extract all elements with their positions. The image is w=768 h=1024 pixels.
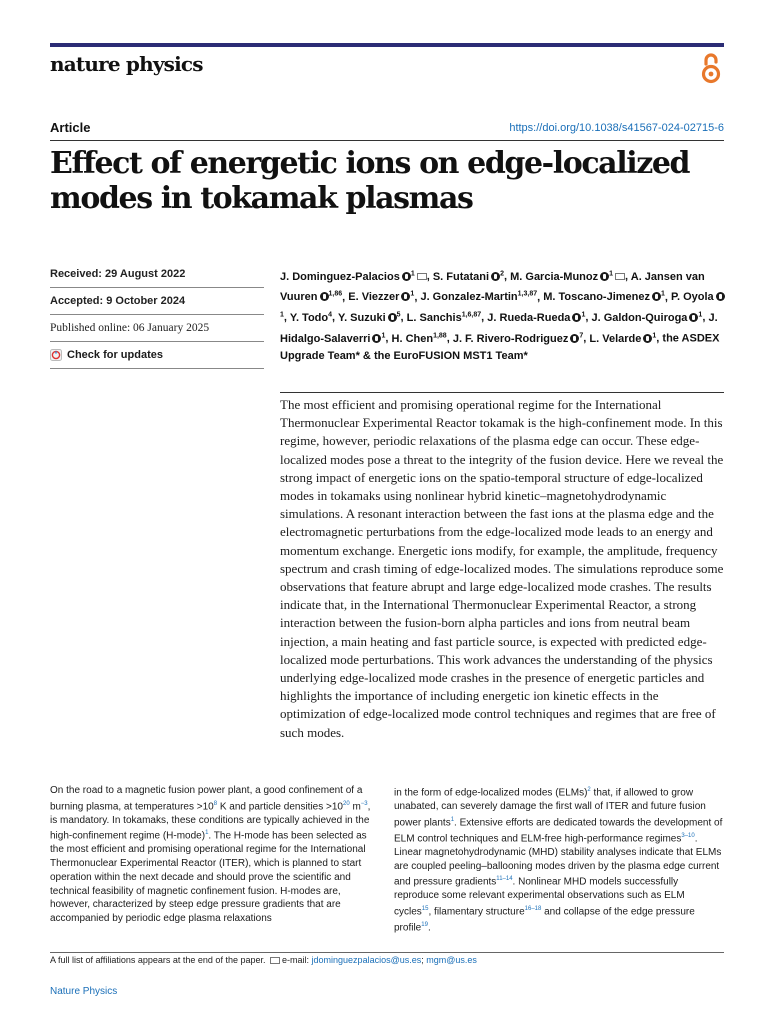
orcid-icon[interactable] xyxy=(716,292,725,301)
affiliation-number: 2 xyxy=(500,270,504,277)
check-updates-label: Check for updates xyxy=(67,349,163,361)
abstract: The most efficient and promising operational regime for the International Thermonuclear Experimental Reactor tokamak is the high-confinement mode. In this regime, however, periodic relaxations of the plasma edge can occur. These edge-localized modes pose a threat to the integrity of the fusion device. Here we reveal the strong impact of energetic ions on the spatio-temporal structure of edge-localized modes in tokamaks using nonlinear hybrid kinetic–magnetohydrodynamic simulations. A resonant interaction between the fast ions at the plasma edge and the electromagnetic perturbations from the edge-localized mode leads to an energy and momentum exchange. Energetic ions modify, for example, the amplitude, frequency spectrum and crash timing of edge-localized modes. The simulations reproduce some observations that feature abrupt and large edge-localized mode crashes. The results indicate that, in the International Thermonuclear Experimental Reactor, a strong interaction between the fusion-born alpha particles and ions from neutral beam injection, a main heating and fast particle source, is expected with predicted edge-localized mode perturbations. This work advances the understanding of the physics underlying edge-localized mode crashes in the presence of energetic particles and highlights the importance of including energetic ion kinetic effects in the optimization of edge-localized mode control techniques and regimes that are free of such modes. xyxy=(280,397,724,740)
open-access-icon[interactable] xyxy=(698,51,724,85)
author[interactable] xyxy=(420,291,537,303)
affiliation-number: 1 xyxy=(609,270,614,277)
orcid-icon[interactable] xyxy=(401,292,410,301)
author[interactable] xyxy=(487,312,585,324)
published-date: Published online: 06 January 2025 xyxy=(50,315,264,342)
orcid-icon[interactable] xyxy=(491,272,500,281)
author-name: Y. Suzuki xyxy=(337,311,386,324)
orcid-icon[interactable] xyxy=(372,334,381,343)
header-divider xyxy=(50,140,724,141)
orcid-icon[interactable] xyxy=(689,313,698,322)
abstract-divider xyxy=(280,392,724,393)
body-text: m xyxy=(349,801,361,813)
body-column-right xyxy=(394,784,724,935)
citation-ref[interactable]: 8 xyxy=(213,800,218,807)
orcid-icon[interactable] xyxy=(570,334,579,343)
author[interactable] xyxy=(280,271,427,283)
author-name: L. Velarde xyxy=(589,332,642,345)
email-icon[interactable] xyxy=(417,273,427,280)
author-name: A. Jansen van Vuuren xyxy=(280,270,705,304)
author-name: E. Viezzer xyxy=(348,291,400,304)
orcid-icon[interactable] xyxy=(388,313,397,322)
citation-ref[interactable]: 20 xyxy=(342,800,350,807)
affiliation-number: 1,86 xyxy=(328,290,343,298)
author-name: J. Rueda-Rueda xyxy=(487,311,571,324)
body-text: . Nonlinear MHD models successfully reproduce some relevant experimental observations such as ELM cycles xyxy=(394,876,685,918)
body-column-left xyxy=(50,784,380,926)
author-name: M. Toscano-Jimenez xyxy=(543,291,650,304)
author-name: H. Chen xyxy=(391,332,434,345)
author-name: J. Dominguez-Palacios xyxy=(280,270,400,283)
author[interactable] xyxy=(510,271,625,283)
article-type: Article xyxy=(50,120,91,135)
journal-name[interactable]: nature physics xyxy=(50,52,203,76)
check-for-updates-button[interactable] xyxy=(50,342,264,369)
author[interactable] xyxy=(338,312,401,324)
body-text: and collapse of the edge pressure profile xyxy=(394,906,695,934)
email-icon[interactable] xyxy=(615,273,625,280)
author[interactable] xyxy=(392,333,447,345)
body-text: . xyxy=(427,922,431,934)
email-link[interactable]: jdominguezpalacios@us.es xyxy=(311,955,422,965)
affiliation-number: 4 xyxy=(328,311,333,319)
author[interactable] xyxy=(589,333,656,345)
citation-ref[interactable]: 11–14 xyxy=(496,876,513,883)
orcid-icon[interactable] xyxy=(572,313,581,322)
citation-ref[interactable]: 1 xyxy=(450,816,455,823)
author-name: S. Futatani xyxy=(432,270,490,283)
orcid-icon[interactable] xyxy=(643,334,652,343)
orcid-icon[interactable] xyxy=(320,292,329,301)
author-name: M. Garcia-Munoz xyxy=(510,270,599,283)
affiliations-note: A full list of affiliations appears at the end of the paper. xyxy=(50,955,266,965)
affiliation-number: 1,3,87 xyxy=(517,290,538,298)
body-text: that, if allowed to grow unabated, can severely damage the first wall of ITER and future fusion power plants xyxy=(394,787,706,829)
check-updates-icon xyxy=(50,349,62,361)
citation-ref[interactable]: 2 xyxy=(587,787,591,793)
email-icon xyxy=(270,957,280,964)
author[interactable] xyxy=(433,271,504,283)
body-text: , is mandatory. In tokamaks, these conditions are typically achieved in the high-confinement regime (H-mode) xyxy=(50,801,371,842)
received-date: Received: 29 August 2022 xyxy=(50,261,264,288)
author[interactable] xyxy=(543,291,665,303)
citation-ref[interactable]: 15 xyxy=(421,905,429,912)
affiliation-number: 1 xyxy=(381,331,386,339)
affiliation-number: 1 xyxy=(410,290,415,298)
footnote-divider xyxy=(50,952,724,953)
author[interactable] xyxy=(453,333,583,345)
affiliation-number: 1 xyxy=(280,311,284,319)
affiliation-number: 1 xyxy=(581,311,586,319)
body-text: in the form of edge-localized modes (ELMs) xyxy=(394,787,588,799)
author-name: P. Oyola xyxy=(671,291,714,304)
affiliation-number: 1 xyxy=(698,311,703,319)
author-name: L. Sanchis xyxy=(406,311,462,324)
publication-dates xyxy=(50,261,264,369)
author-name: J. Hidalgo-Salaverri xyxy=(280,311,718,345)
affiliation-number: 5 xyxy=(396,311,401,319)
affiliation-number: 7 xyxy=(579,331,584,339)
email-label: e-mail: xyxy=(282,955,310,965)
body-text: . Extensive efforts are dedicated towards the development of ELM control techniques and ELM-free high-performance regimes xyxy=(394,817,723,845)
affiliation-number: 1,6,87 xyxy=(461,311,482,319)
affiliation-number: 1 xyxy=(410,270,415,277)
citation-ref[interactable]: −3 xyxy=(360,800,368,807)
orcid-icon[interactable] xyxy=(402,272,411,281)
doi-link[interactable]: https://doi.org/10.1038/s41567-024-02715-6 xyxy=(509,122,724,134)
affiliation-number: 1 xyxy=(652,331,657,339)
author-name: J. F. Rivero-Rodriguez xyxy=(452,332,569,345)
header-accent-bar xyxy=(50,43,724,47)
author-name: the ASDEX Upgrade Team* & xyxy=(280,332,720,362)
article-title: Effect of energetic ions on edge-localized modes in tokamak plasmas xyxy=(50,146,690,216)
affiliation-number: 1,88 xyxy=(433,331,447,339)
author[interactable] xyxy=(407,312,482,324)
orcid-icon[interactable] xyxy=(652,292,661,301)
footer-journal-name[interactable]: Nature Physics xyxy=(50,986,118,997)
accepted-date: Accepted: 9 October 2024 xyxy=(50,288,264,315)
author[interactable] xyxy=(290,312,332,324)
citation-ref[interactable]: 16–18 xyxy=(524,905,542,912)
body-text: . Linear magnetohydrodynamic (MHD) stability analyses indicate that ELMs are coupled peeling–ballooning modes driven by the plasma edge current and pressure gradients xyxy=(394,833,722,888)
author-list: J. Dominguez-Palacios $^1$ , S. Futatani $^2$, M. Garcia-Munoz $^1$ , A. Jansen van Vuuren $^{1,86}$, E. Viezzer $^1$, J. Gonzalez-Martin$^{1,3,87}$, M. Toscano-Jimenez $^1$, P. Oyola$^1$, Y. Todo$^4$, Y. Suzuki $^5$, L. Sanchis$^{1,6,87}$, J. Rueda-Rueda $^1$, J. Galdon-Quiroga $^1$, J. Hidalgo-Salaverri $^1$, H. Chen$^{1,88}$, J. F. Rivero-Rodriguez $^7$, L. Velarde $^1$, the ASDEX Upgrade Team* & the EuroFUSION MST1 Team* xyxy=(280,265,728,365)
author-name: the EuroFUSION MST1 Team* xyxy=(373,349,528,362)
footnote: A full list of affiliations appears at the end of the paper. e-mail: jdominguezpalacios@us.es; mgm@us.es xyxy=(50,955,477,965)
author[interactable] xyxy=(348,291,414,303)
author-name: J. Galdon-Quiroga xyxy=(591,311,688,324)
body-text: . The H-mode has been selected as the most efficient and promising operational regime for the International Thermonuclear Experimental Reactor (ITER), which is planned to start operation within the next decade and should prove the scientific and technical feasibility of magnetic confinement fusion. H-modes are, however, characterized by steep edge pressure gradients that are accompanied by periodic edge plasma relaxations xyxy=(50,830,367,924)
author[interactable] xyxy=(374,350,528,362)
email-link[interactable]: mgm@us.es xyxy=(426,955,477,965)
author-name: J. Gonzalez-Martin xyxy=(420,291,518,304)
body-text: On the road to a magnetic fusion power plant, a good confinement of a burning plasma, at temperatures >10 xyxy=(50,785,363,813)
author-name: Y. Todo xyxy=(289,311,329,324)
citation-ref[interactable]: 19 xyxy=(421,921,428,928)
orcid-icon[interactable] xyxy=(600,272,609,281)
citation-ref[interactable]: 3–10 xyxy=(681,832,695,839)
body-text: K and particle densities >10 xyxy=(217,801,343,813)
citation-ref[interactable]: 1 xyxy=(205,830,209,837)
affiliation-number: 1 xyxy=(661,290,665,298)
author[interactable] xyxy=(591,312,702,324)
body-text: , filamentary structure xyxy=(428,906,525,918)
